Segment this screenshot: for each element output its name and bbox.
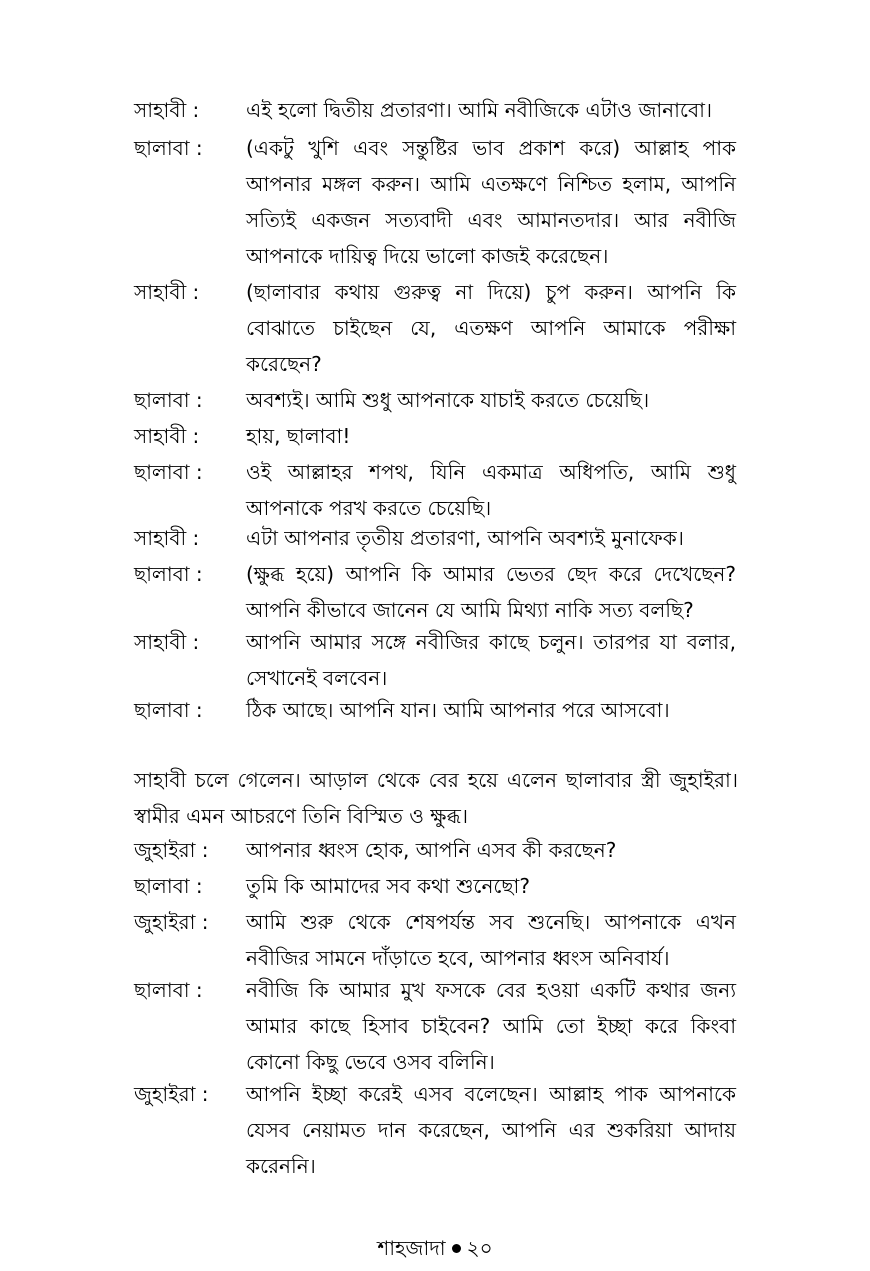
speaker-name: সাহাবী : xyxy=(134,98,200,122)
speech-text: (ক্ষুব্ধ হয়ে) আপনি কি আমার ভেতর ছেদ করে দেখেছেন? আপনি কীভাবে জানেন যে আমি মিথ্যা নাকি সত্য বলছি? xyxy=(246,562,736,622)
speech-text: আমি শুরু থেকে শেষপর্যন্ত সব শুনেছি। আপনাকে এখন নবীজির সামনে দাঁড়াতে হবে, আপনার ধ্বংস অনিবার্য। xyxy=(246,910,736,970)
speaker-name: সাহাবী : xyxy=(134,526,200,550)
speaker-name: ছালাবা : xyxy=(134,460,203,484)
speech-text: ওই আল্লাহর শপথ, যিনি একমাত্র অধিপতি, আমি শুধু আপনাকে পরখ করতে চেয়েছি। xyxy=(246,460,736,520)
speech-text: (ছালাবার কথায় গুরুত্ব না দিয়ে) চুপ করুন। আপনি কি বোঝাতে চাইছেন যে, এতক্ষণ আপনি আমাকে পরীক্ষা করেছেন? xyxy=(246,280,736,376)
speech-text: এটা আপনার তৃতীয় প্রতারণা, আপনি অবশ্যই মুনাফেক। xyxy=(246,526,684,550)
speech-text: (একটু খুশি এবং সন্তুষ্টির ভাব প্রকাশ করে) আল্লাহ পাক আপনার মঙ্গল করুন। আমি এতক্ষণে নিশ্চিত হলাম, আপনি সত্যিই একজন সত্যবাদী এবং আমানতদার। আর নবীজি আপনাকে দায়িত্ব দিয়ে ভালো কাজই করেছেন। xyxy=(246,136,736,268)
bullet-separator-icon xyxy=(452,1244,461,1253)
speaker-name: সাহাবী : xyxy=(134,424,200,448)
speaker-name: সাহাবী : xyxy=(134,630,200,654)
speaker-name: ছালাবা : xyxy=(134,136,203,160)
speech-text: তুমি কি আমাদের সব কথা শুনেছো? xyxy=(246,874,530,898)
page-number: ২০ xyxy=(466,1236,493,1260)
speech-text: হায়, ছালাবা! xyxy=(246,424,351,448)
speaker-name: ছালাবা : xyxy=(134,874,203,898)
speaker-name: ছালাবা : xyxy=(134,562,203,586)
speech-text: এই হলো দ্বিতীয় প্রতারণা। আমি নবীজিকে এটাও জানাবো। xyxy=(246,98,713,122)
speaker-name: সাহাবী : xyxy=(134,280,200,304)
speech-text: আপনি ইচ্ছা করেই এসব বলেছেন। আল্লাহ পাক আপনাকে যেসব নেয়ামত দান করেছেন, আপনি এর শুকরিয়া আদায় করেননি। xyxy=(246,1082,736,1178)
speech-text: ঠিক আছে। আপনি যান। আমি আপনার পরে আসবো। xyxy=(246,698,670,722)
book-title: শাহজাদা xyxy=(377,1236,446,1260)
speaker-name: জুহাইরা : xyxy=(134,838,209,862)
speaker-name: জুহাইরা : xyxy=(134,1082,209,1106)
narration-paragraph: সাহাবী চলে গেলেন। আড়াল থেকে বের হয়ে এলেন ছালাবার স্ত্রী জুহাইরা। স্বামীর এমন আচরণে তিনি বিস্মিত ও ক্ষুব্ধ। xyxy=(134,768,738,828)
speaker-name: জুহাইরা : xyxy=(134,910,209,934)
speech-text: অবশ্যই। আমি শুধু আপনাকে যাচাই করতে চেয়েছি। xyxy=(246,388,650,412)
speaker-name: ছালাবা : xyxy=(134,698,203,722)
speech-text: নবীজি কি আমার মুখ ফসকে বের হওয়া একটি কথার জন্য আমার কাছে হিসাব চাইবেন? আমি তো ইচ্ছা করে কিংবা কোনো কিছু ভেবে ওসব বলিনি। xyxy=(246,978,736,1074)
page-footer xyxy=(0,1234,870,1262)
speaker-name: ছালাবা : xyxy=(134,978,203,1002)
speech-text: আপনি আমার সঙ্গে নবীজির কাছে চলুন। তারপর যা বলার, সেখানেই বলবেন। xyxy=(246,630,736,690)
speech-text: আপনার ধ্বংস হোক, আপনি এসব কী করছেন? xyxy=(246,838,617,862)
speaker-name: ছালাবা : xyxy=(134,388,203,412)
